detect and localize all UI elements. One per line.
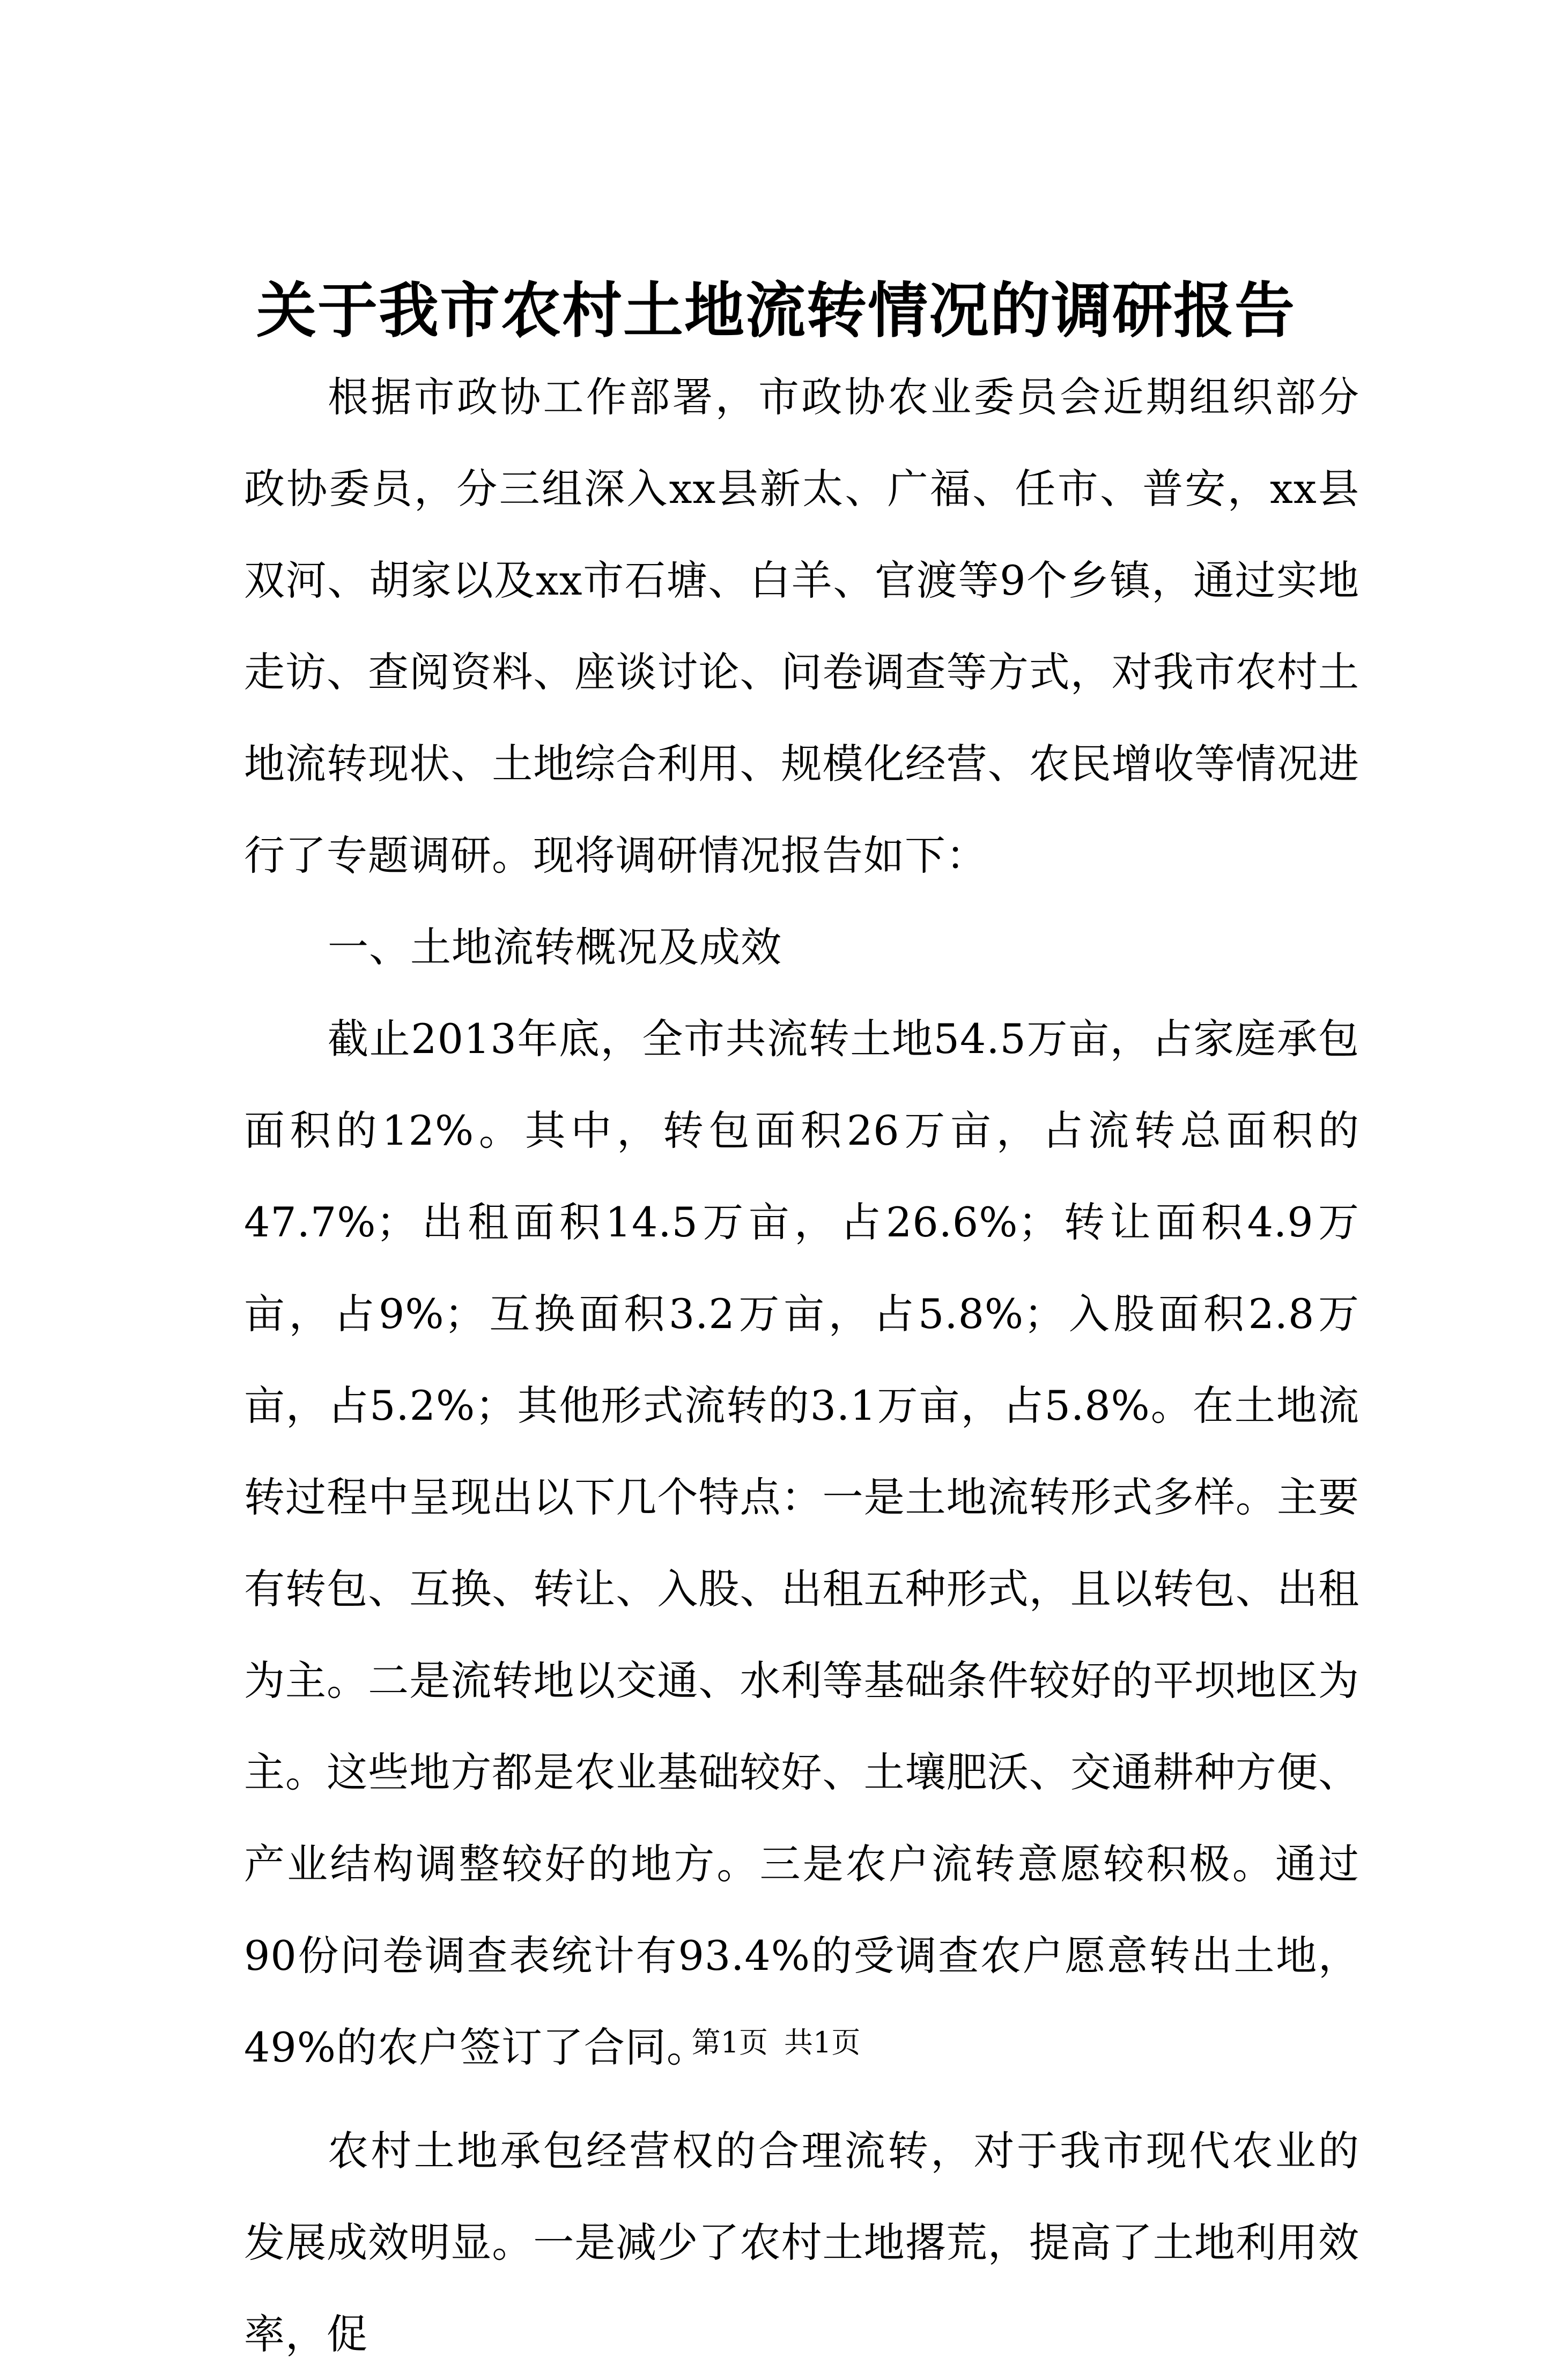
paragraph-overview: 截止2013年底，全市共流转土地54.5万亩，占家庭承包面积的12%。其中，转包面积26万亩，占流转总面积的47.7%；出租面积14.5万亩，占26.6%；转让面积4.9万亩，占9%；互换面积3.2万亩，占5.8%；入股面积2.8万亩，占5.2%；其他形式流转的3.1万亩，占5.8%。在土地流转过程中呈现出以下几个特点：一是土地流转形式多样。主要有转包、互换、转让、入股、出租五种形式，且以转包、出租为主。二是流转地以交通、水利等基础条件较好的平坝地区为主。这些地方都是农业基础较好、土壤肥沃、交通耕种方便、产业结构调整较好的地方。三是农户流转意愿较积极。通过90份问卷调查表统计有93.4%的受调查农户愿意转出土地，49%的农户签订了合同。 bbox=[244, 1015, 1359, 2071]
document-title: 关于我市农村土地流转情况的调研报告 bbox=[256, 276, 1296, 346]
section-heading-1: 一、土地流转概况及成效 bbox=[328, 923, 782, 971]
paragraph-effects: 农村土地承包经营权的合理流转，对于我市现代农业的发展成效明显。一是减少了农村土地撂荒，提高了土地利用效率，促 bbox=[244, 2127, 1359, 2358]
page-total: 共1页 bbox=[784, 2026, 861, 2059]
paragraph-intro: 根据市政协工作部署，市政协农业委员会近期组织部分政协委员，分三组深入xx县新太、广福、任市、普安，xx县双河、胡家以及xx市石塘、白羊、官渡等9个乡镇，通过实地走访、查阅资料、座谈讨论、问卷调查等方式，对我市农村土地流转现状、土地综合利用、规模化经营、农民增收等情况进行了专题调研。现将调研情况报告如下： bbox=[244, 373, 1359, 879]
page-number: 第1页 bbox=[691, 2026, 768, 2059]
document-body bbox=[244, 351, 1359, 2380]
page-footer bbox=[0, 2024, 1552, 2062]
